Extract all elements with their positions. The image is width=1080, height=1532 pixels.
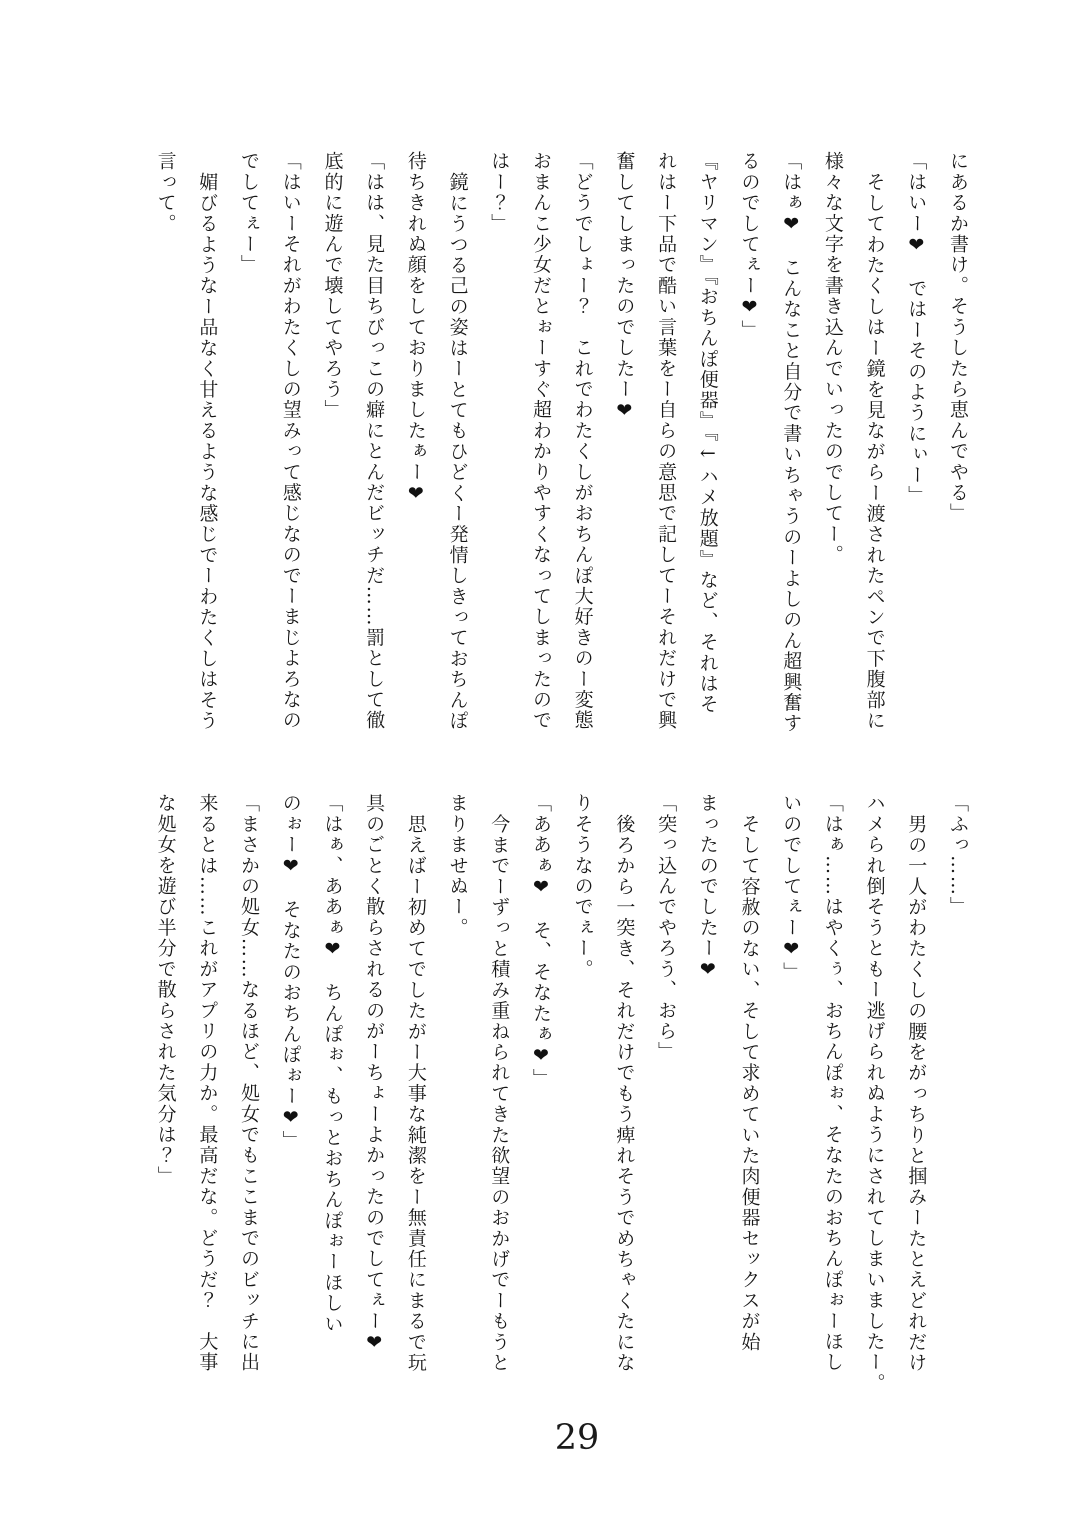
page-number: 29 (554, 1418, 600, 1458)
text-line: 底的に遊んで壊してやろう」 (321, 151, 344, 421)
heart-icon: ❤ (404, 482, 427, 506)
heart-icon: ❤ (363, 1331, 386, 1355)
heart-icon: ❤ (696, 958, 719, 983)
text-line: 「突っ込んでやろう、おら」 (655, 793, 678, 1063)
heart-icon: ❤ (738, 295, 761, 320)
text-line: 来るとは……これがアプリの力か。最高だな。どうだ？ 大事 (196, 793, 219, 1373)
text-line: ハメられ倒そうともー逃げられぬようにされてしまいましたー。 (863, 793, 886, 1394)
text-line: 「ああぁ❤ そ、そなたぁ❤」 (529, 793, 552, 1089)
text-line: 後ろから一突き、それだけでもう痺れそうでめちゃくたにな (613, 814, 636, 1373)
heart-icon: ❤ (529, 875, 552, 900)
text-line: 待ちきれぬ顔をしておりましたぁー❤ (404, 151, 427, 506)
text-line: るのでしてぇー❤」 (738, 151, 761, 341)
heart-icon: ❤ (279, 855, 302, 879)
text-line: はー？」 (488, 151, 511, 234)
text-line: な処女を遊び半分で散らされた気分は？」 (154, 793, 177, 1187)
text-line: 奮してしまったのでしたー❤ (613, 151, 636, 424)
left-arrow-glyph: ← (696, 442, 719, 467)
text-line: 媚びるようなー品なく甘えるような感じでーわたくしはそう (196, 172, 219, 731)
heart-icon: ❤ (780, 213, 803, 237)
text-line: 「はぁ❤ こんなこと自分で書いちゃうのーよしのん超興奮す (780, 151, 803, 734)
text-line: 思えばー初めてでしたがー大事な純潔をー無責任にまるで玩 (404, 814, 427, 1373)
text-band-lower (144, 793, 978, 1394)
text-line: おまんこ少女だとぉーすぐ超わかりやすくなってしまったので (529, 151, 552, 731)
text-line: 「まさかの処女……なるほど、処女でもここまでのビッチに出 (238, 793, 261, 1373)
text-line: 「はいーそれがわたくしの望みって感じなのでーまじよろなの (279, 151, 302, 731)
text-line: 「はぁ、ああぁ❤ ちんぽぉ、もっとおちんぽぉーほしい (321, 793, 344, 1335)
text-line: 具のごとく散らされるのがーちょーよかったのでしてぇー❤ (363, 793, 386, 1355)
text-line: いのでしてぇー❤」 (780, 793, 803, 983)
text-line: そして容赦のない、そして求めていた肉便器セックスが始 (738, 814, 761, 1353)
text-line: にあるか書け。そうしたら恵んでやる」 (947, 151, 969, 524)
text-line: 『ヤリマン』『おちんぽ便器』『←ハメ放題』など、それはそ (696, 151, 719, 715)
text-band-upper (144, 151, 978, 735)
text-line: 様々な文字を書き込んでいったのでしてー。 (821, 151, 844, 566)
text-line: りそうなのでぇー。 (571, 793, 594, 980)
text-line: そしてわたくしはー鏡を見ながらー渡されたペンで下腹部に (863, 172, 886, 731)
heart-icon: ❤ (905, 233, 928, 258)
heart-icon: ❤ (279, 1106, 302, 1131)
text-line: 男の一人がわたくしの腰をがっちりと掴みーたとえどれだけ (905, 814, 928, 1373)
text-line: まりませぬー。 (446, 793, 469, 938)
text-line: でしてぇー」 (238, 151, 261, 276)
heart-icon: ❤ (529, 1044, 552, 1069)
text-line: 「はは、見た目ちびっこの癖にとんだビッチだ……罰として徹 (363, 151, 386, 731)
heart-icon: ❤ (321, 937, 344, 962)
text-line: 「ふっ……」 (947, 793, 969, 918)
heart-icon: ❤ (780, 937, 803, 962)
text-line: 今までーずっと積み重ねられてきた欲望のおかげでーもうと (488, 814, 511, 1373)
text-line: 「どうでしょー？ これでわたくしがおちんぽ大好きのー変態 (571, 151, 594, 731)
text-line: 鏡にうつる己の姿はーとてもひどくー発情しきっておちんぽ (446, 172, 469, 731)
text-line: 言って。 (154, 151, 177, 234)
text-line: 「はぁ……はやくぅ、おちんぽぉ、そなたのおちんぽぉーほし (821, 793, 844, 1373)
text-line: まったのでしたー❤ (696, 793, 719, 983)
heart-icon: ❤ (613, 399, 636, 424)
text-line: 「はいー❤ ではーそのようにぃー」 (905, 151, 928, 506)
text-line: のぉー❤ そなたのおちんぽぉー❤」 (279, 793, 302, 1151)
text-line: れはー下品で酷い言葉をー自らの意思で記してーそれだけで興 (655, 151, 678, 731)
